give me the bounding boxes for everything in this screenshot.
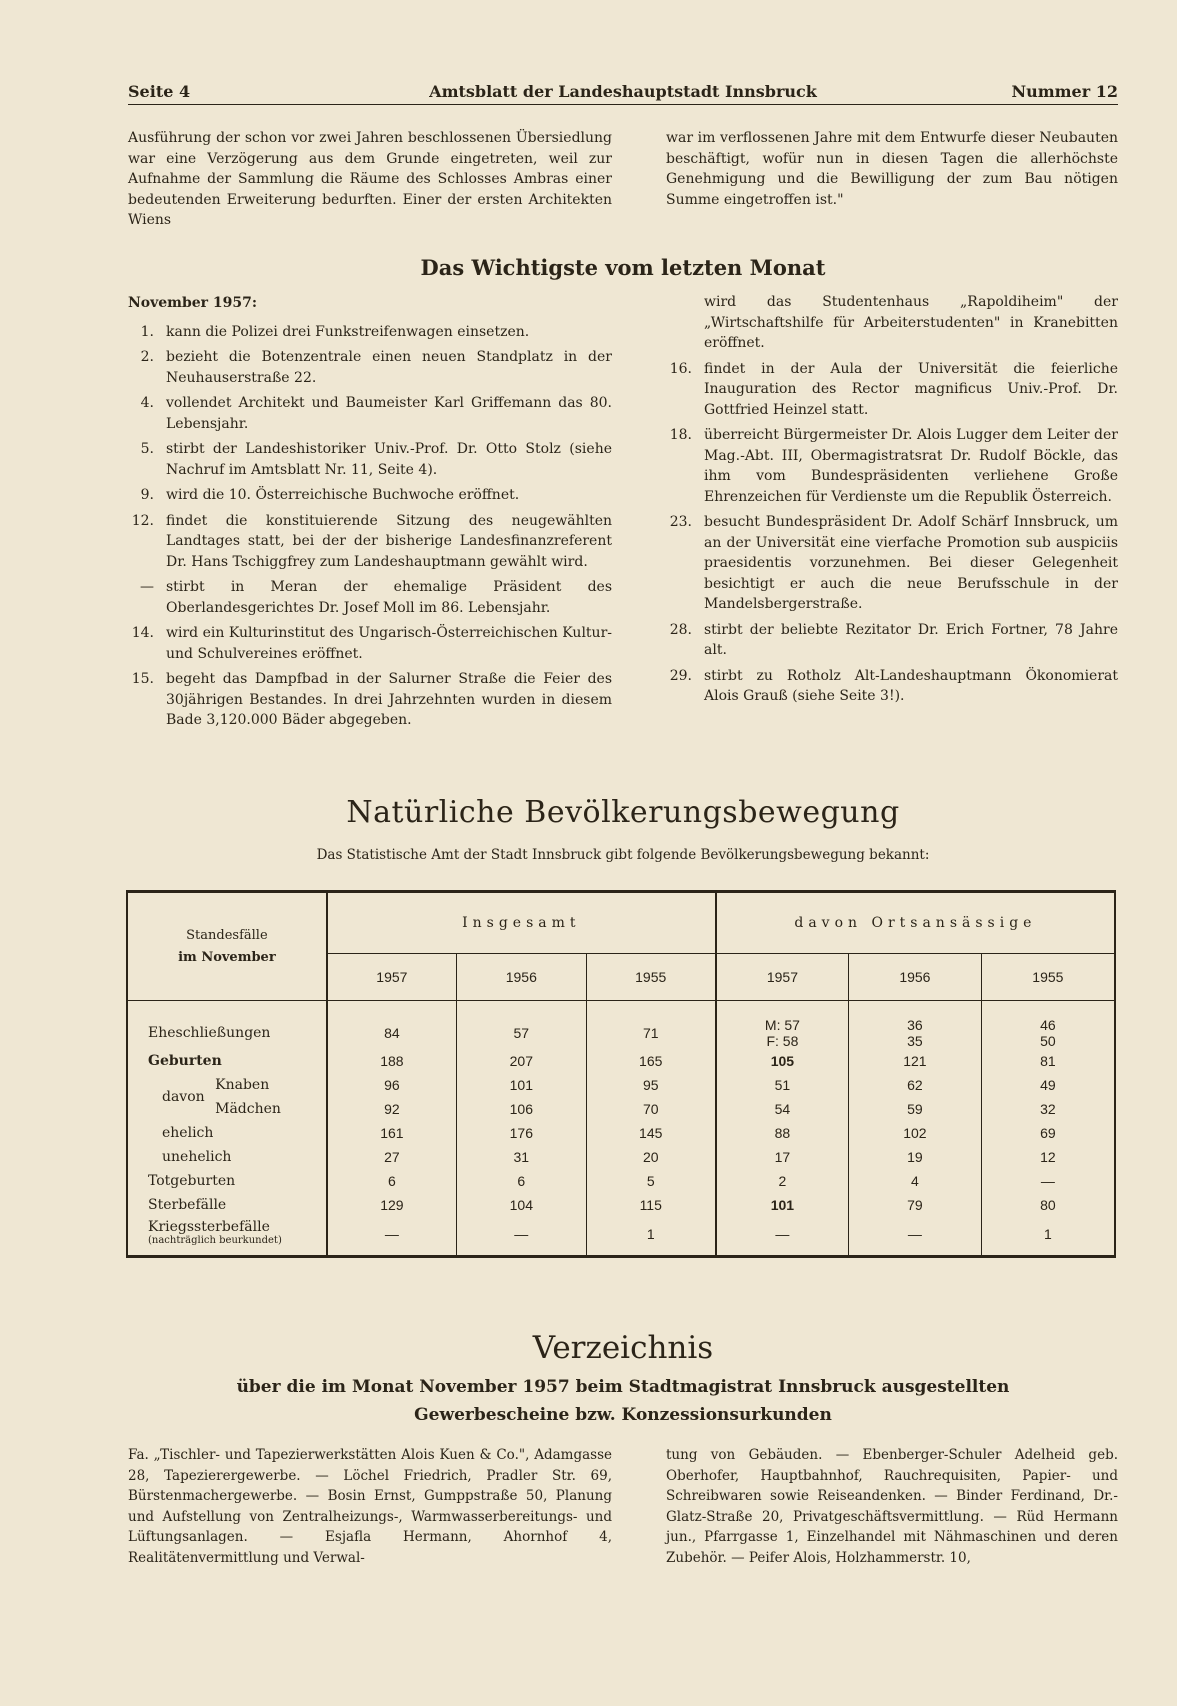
page-header (128, 80, 1118, 105)
event-item: 29. stirbt zu Rotholz Alt-Landeshauptmann Ökonomierat Alois Grauß (siehe Seite 3!). (669, 667, 1118, 704)
events-month: November 1957: (128, 295, 258, 311)
section-subtitle-verzeichnis: über die im Monat November 1957 beim Stadtmagistrat Innsbruck ausgestellten Gewerbescheine bzw. Konzessionsurkunden (236, 1377, 1010, 1425)
event-item: 12. findet die konstituierende Sitzung des neugewählten Landtages statt, bei der der bisherige Landesfinanzreferent Dr. Hans Tschiggfrey zum Landeshauptmann gewählt wird. (131, 512, 612, 570)
table-row: unehelich 27 31 20 17 19 12 (127, 1145, 1115, 1169)
table-row: davon Knaben Mädchen 96 101 95 51 62 49 (127, 1073, 1115, 1097)
page-number: Seite 4 (128, 82, 191, 101)
event-item: 4. vollendet Architekt und Baumeister Karl Griffemann das 80. Lebensjahr. (140, 395, 612, 432)
table-row: Sterbefälle 129 104 115 101 79 80 (127, 1193, 1115, 1217)
year-header: 1957 (327, 954, 457, 1001)
verzeichnis-text-right: tung von Gebäuden. — Ebenberger-Schuler Adelheid geb. Oberhofer, Hauptbahnhof, Rauchrequisiten, Papier- und Schreibwaren sowie Reiseandenken. — Binder Ferdinand, Dr.-Glatz-Straße 20, Privatgeschäftsvermittlung. — Rüd Hermann jun., Pfarrgasse 1, Einzelhandel mit Nähmaschinen und deren Zubehör. — Peifer Alois, Holzhammerstr. 10, (666, 1447, 1118, 1566)
event-item: 28. stirbt der beliebte Rezitator Dr. Erich Fortner, 78 Jahre alt. (669, 621, 1118, 658)
table-row: Geburten 188 207 165 105 121 81 (127, 1049, 1115, 1073)
event-item: wird das Studentenhaus „Rapoldiheim" der „Wirtschaftshilfe für Arbeiterstudenten" in Kranebitten eröffnet. (704, 294, 1118, 351)
event-item: 5. stirbt der Landeshistoriker Univ.-Prof. Dr. Otto Stolz (siehe Nachruf im Amtsblatt Nr. 11, Seite 4). (140, 441, 612, 478)
event-item: 15. begeht das Dampfbad in der Salurner Straße die Feier des 30jährigen Bestandes. In drei Jahrzehnten wurden in diesem Bade 3,120.000 Bäder abgegeben. (131, 671, 612, 728)
table-row: Eheschließungen 84 57 71 M: 57 F: 58 36 35 46 50 (127, 1001, 1115, 1050)
issue-number: Nummer 12 (1011, 82, 1118, 101)
section-title-bevoelkerung: Natürliche Bevölkerungsbewegung (346, 795, 900, 830)
table-row: Kriegssterbefälle (nachträglich beurkundet) — — 1 — — 1 (127, 1217, 1115, 1257)
section-title-verzeichnis: Verzeichnis (532, 1330, 714, 1366)
table-row: Totgeburten 6 6 5 2 4 — (127, 1169, 1115, 1193)
event-item: 2. bezieht die Botenzentrale einen neuen Standplatz in der Neuhauserstraße 22. (140, 349, 612, 386)
event-item: 14. wird ein Kulturinstitut des Ungarisch-Österreichischen Kultur- und Schulvereines eröffnet. (131, 625, 612, 662)
events-column-right (666, 292, 1118, 712)
year-header: 1957 (716, 954, 849, 1001)
table-corner-header: Standesfälle im November (127, 892, 327, 1001)
year-header: 1955 (586, 954, 716, 1001)
year-header: 1956 (456, 954, 586, 1001)
population-table (126, 890, 1116, 1258)
section-subtitle-bevoelkerung: Das Statistische Amt der Stadt Innsbruck gibt folgende Bevölkerungsbewegung bekannt: (316, 847, 930, 863)
verzeichnis-text-left: Fa. „Tischler- und Tapezierwerkstätten Alois Kuen & Co.", Adamgasse 28, Tapezierergewerbe. — Löchel Friedrich, Pradler Str. 69, Bürstenmachergewerbe. — Bosin Ernst, Gumppstraße 50, Planung und Aufstellung von Zentralheizungs-, Warmwasserbereitungs- und Lüftungsanlagen. — Esjafla Hermann, Ahornhof 4, Realitätenvermittlung und Verwal- (128, 1447, 612, 1566)
table-row: 92 106 70 54 59 32 (127, 1097, 1115, 1121)
events-column-left (128, 293, 612, 736)
event-item: 23. besucht Bundespräsident Dr. Adolf Schärf Innsbruck, um an der Universität eine vierfache Promotion sub auspiciis praesidentis vorzunehmen. Bei dieser Gelegenheit besichtigt er auch die neue Berufsschule in der Mandelsbergerstraße. (669, 514, 1118, 612)
event-item: 18. überreicht Bürgermeister Dr. Alois Lugger dem Leiter der Mag.-Abt. III, Obermagistratsrat Dr. Rudolf Böckle, das ihm vom Bundespräsidenten verliehene Große Ehrenzeichen für Verdienste um die Republik Österreich. (669, 427, 1118, 505)
intro-text-right: war im verflossenen Jahre mit dem Entwurfe dieser Neubauten beschäftigt, wofür nun in diesen Tagen die allerhöchste Genehmigung und die Bewilligung der zum Bau nötigen Summe eingetroffen ist." (666, 130, 1118, 208)
table-group-ortsansaessige: davon Ortsansässige (716, 892, 1115, 954)
event-item: 16. findet in der Aula der Universität die feierliche Inauguration des Rector magnificus Univ.-Prof. Dr. Gottfried Heinzel statt. (669, 360, 1118, 418)
event-item: — stirbt in Meran der ehemalige Präsident des Oberlandesgerichtes Dr. Josef Moll im 86. Lebensjahr. (140, 579, 612, 616)
event-item: 1. kann die Polizei drei Funkstreifenwagen einsetzen. (140, 323, 530, 340)
table-group-insgesamt: Insgesamt (327, 892, 716, 954)
event-item: 9. wird die 10. Österreichische Buchwoche eröffnet. (140, 487, 520, 503)
section-title-wichtigste: Das Wichtigste vom letzten Monat (420, 255, 826, 280)
intro-text-left: Ausführung der schon vor zwei Jahren beschlossenen Übersiedlung war eine Verzögerung aus dem Grunde eingetreten, weil zur Aufnahme der Sammlung die Räume des Schlosses Ambras einer bedeutenden Erweiterung bedurften. Einer der ersten Architekten Wiens (128, 130, 612, 228)
davon-label-cell: davon Knaben Mädchen (127, 1073, 327, 1121)
table-row: ehelich 161 176 145 88 102 69 (127, 1121, 1115, 1145)
year-header: 1956 (849, 954, 982, 1001)
publication-title: Amtsblatt der Landeshauptstadt Innsbruck (429, 82, 817, 101)
year-header: 1955 (981, 954, 1115, 1001)
